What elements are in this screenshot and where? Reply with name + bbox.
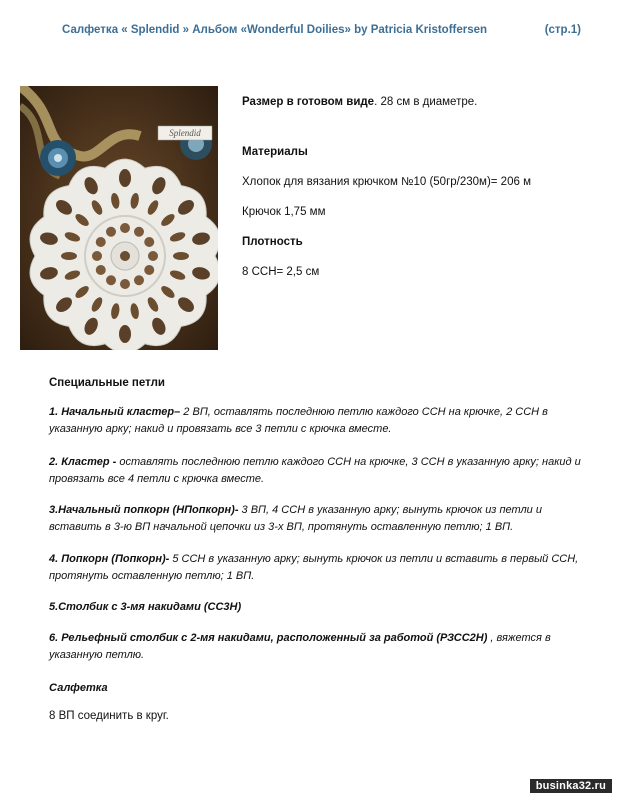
page-number: (стр.1) [544,24,581,36]
stitch-item-3: 3.Начальный попкорн (НПопкорн)- 3 ВП, 4 ССН в указанную арку; вынуть крючок из петли и вставить в 3-ю ВП начальной цепочки из 3-х ВП, протянуть оставленную петлю; 1 ВП. [49,504,542,533]
stitch-item-4: 4. Попкорн (Попкорн)- 5 ССН в указанную арку; вынуть крючок из петли и вставить в первый ССН, протянуть оставленную петлю; 1 ВП. [49,553,579,582]
materials-title: Материалы [242,146,308,158]
photo-label-tag [158,126,212,140]
size-label: Размер в готовом виде [242,96,375,108]
yarn-text: Хлопок для вязания крючком №10 (50гр/230м)= 206 м [242,176,531,188]
stitch-item-2: 2. Кластер - оставлять последнюю петлю каждого ССН на крючке, 3 ССН в указанную арку; накид и провязать все 4 петли с крючка вместе. [49,456,581,485]
stitch-item-1: 1. Начальный кластер– 2 ВП, оставлять последнюю петлю каждого ССН на крючке, 2 ССН в указанную арку; накид и провязать все 3 петли с крючка вместе. [49,406,548,435]
watermark-badge: businka32.ru [530,779,612,793]
doily-photo [20,86,218,350]
gauge-title: Плотность [242,236,303,248]
brooch-icon [40,140,76,176]
photo-label: Splendid [169,128,201,138]
stitch-item-5: 5.Столбик с 3-мя накидами (СС3Н) [49,601,242,613]
gauge-value: 8 ССН= 2,5 см [242,266,320,278]
size-row [242,96,477,108]
size-value: . 28 см в диаметре. [374,96,478,108]
document-title: Салфетка « Splendid » Альбом «Wonderful Doilies» by Patricia Kristoffersen [62,24,488,36]
special-stitches-title: Специальные петли [49,377,165,389]
doily-section-title: Салфетка [49,682,108,694]
stitch-item-6: 6. Рельефный столбик с 2-мя накидами, расположенный за работой (РЗСС2Н) , вяжется в указанную петлю. [49,632,551,661]
hook-text: Крючок 1,75 мм [242,206,326,218]
doily-instruction-1: 8 ВП соединить в круг. [49,710,169,722]
